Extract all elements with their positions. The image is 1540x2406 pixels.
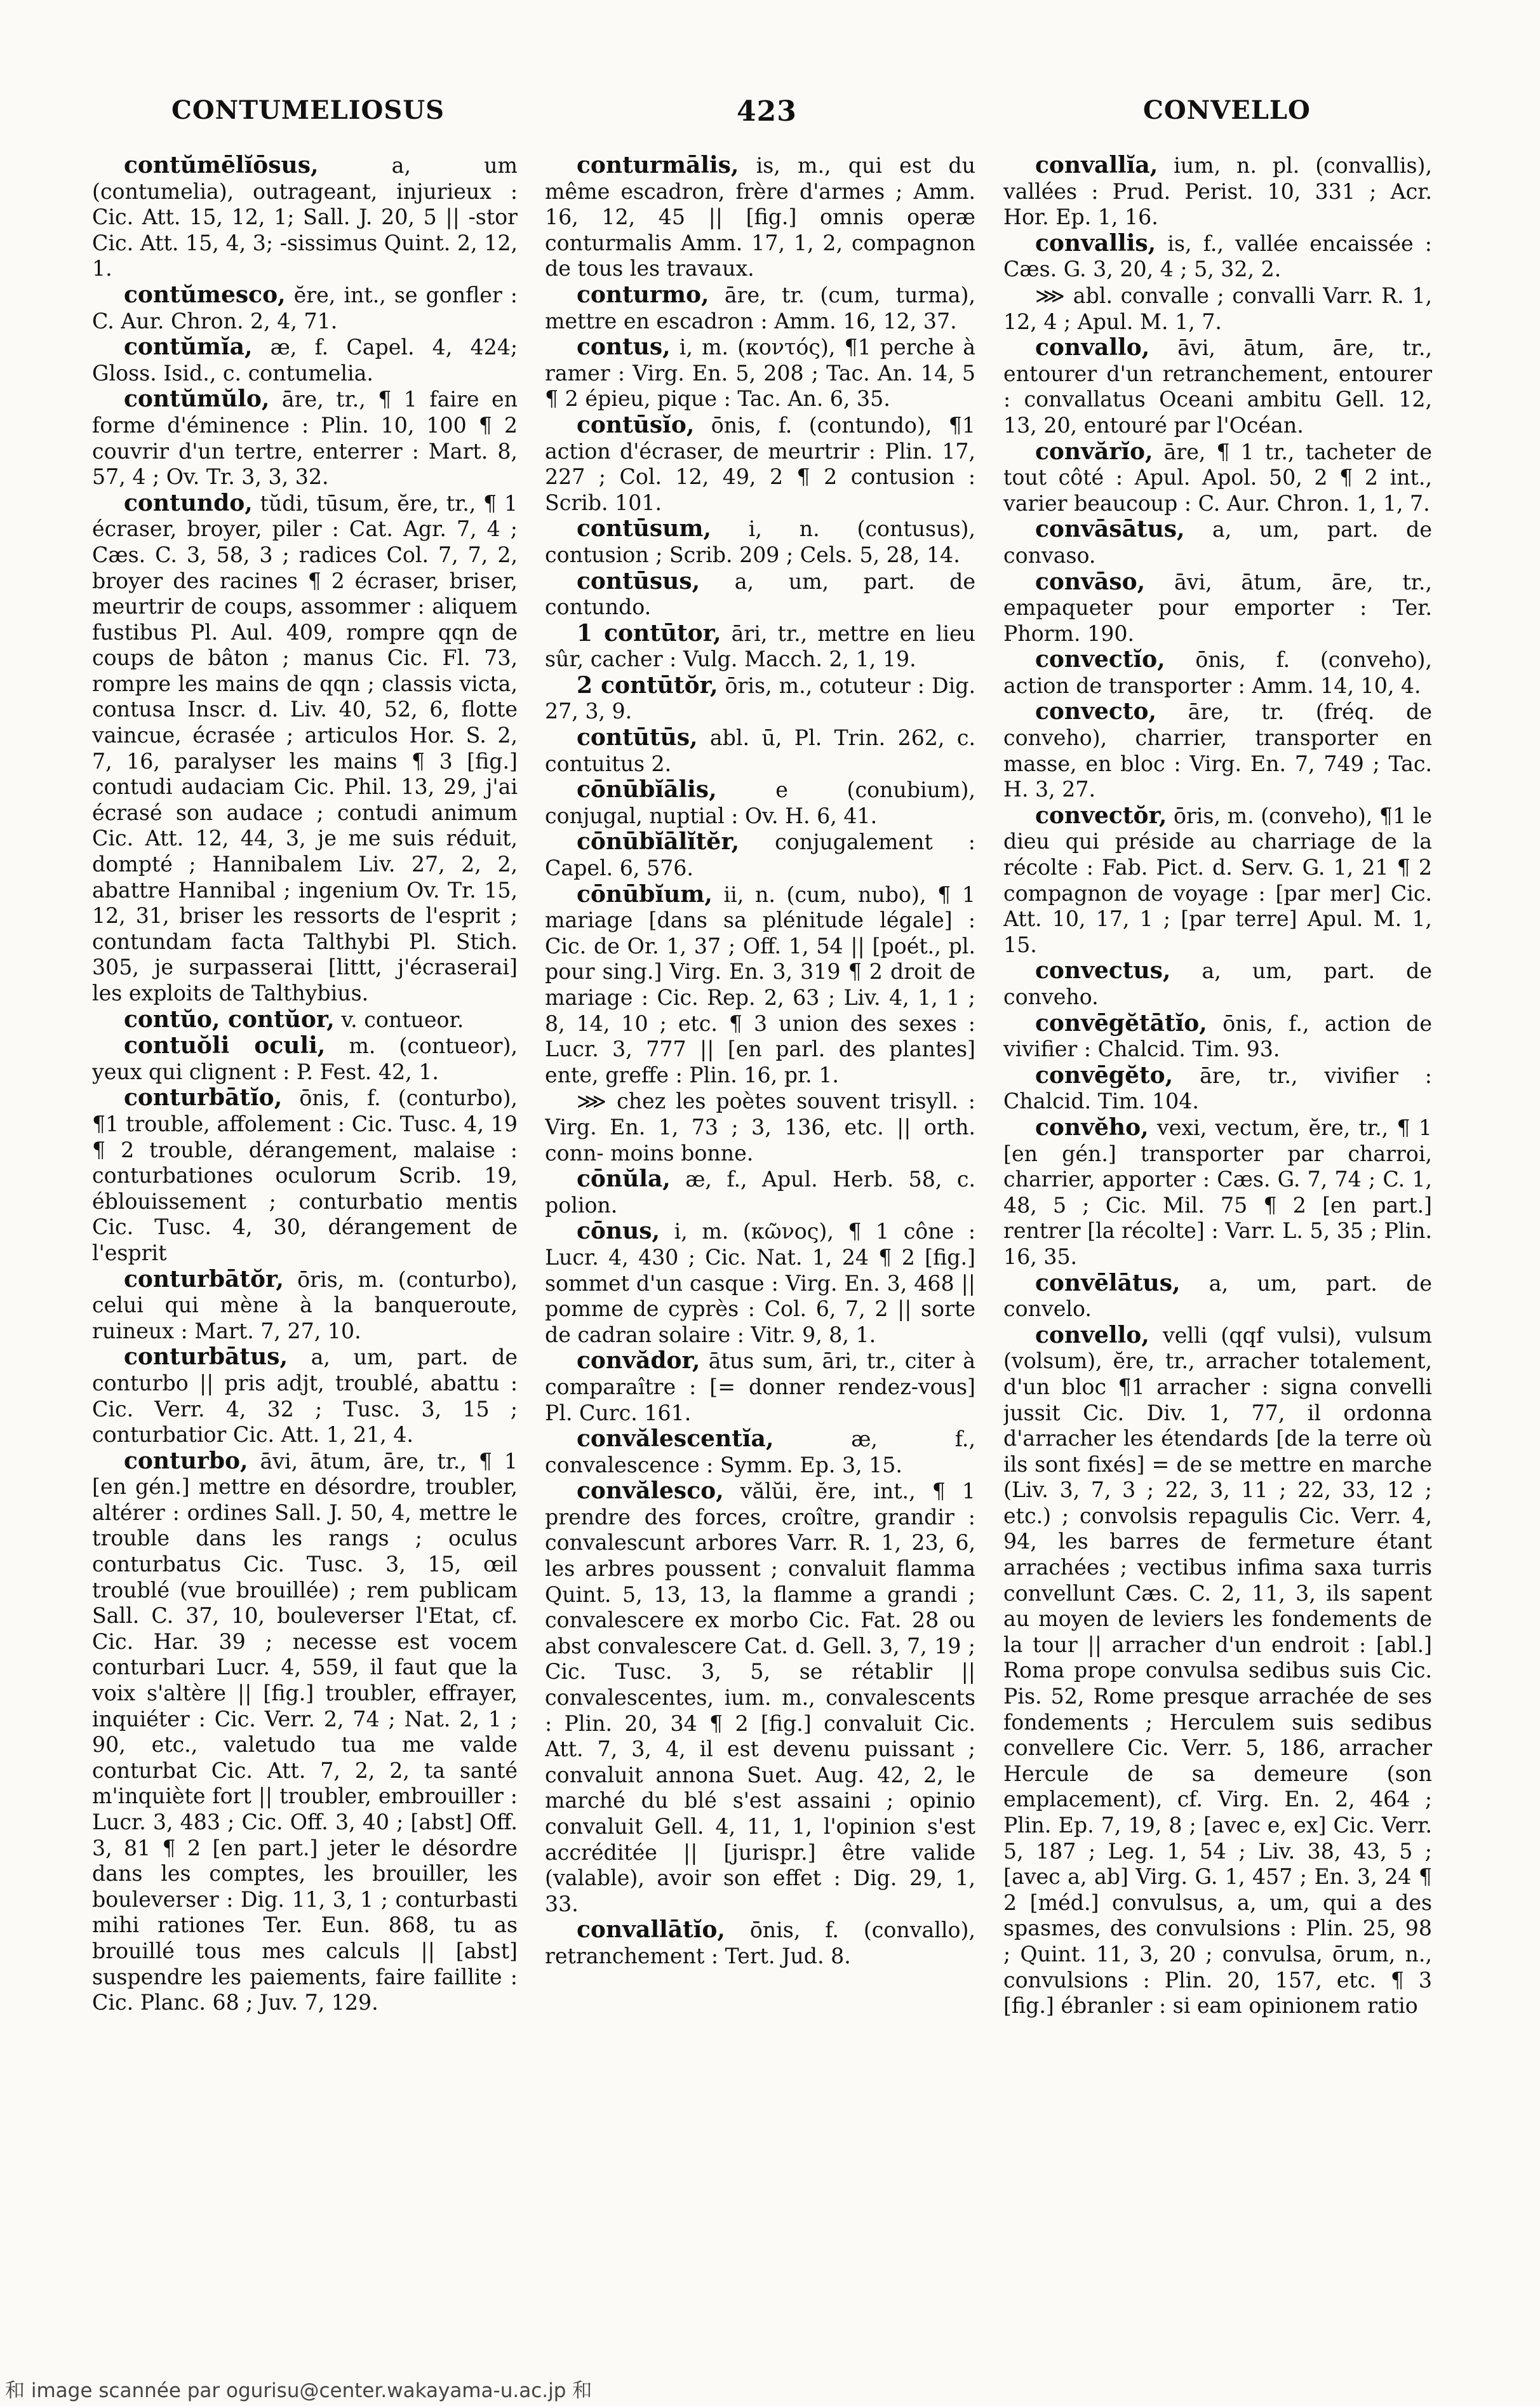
- entry-definition: ⋙ chez les poètes souvent trisyll. : Virg. En. 1, 73 ; 3, 136, etc. || orth. conn- moins bonne.: [545, 1089, 975, 1166]
- dictionary-entry: [545, 282, 975, 334]
- dictionary-entry: [1003, 569, 1432, 647]
- dictionary-entry: [545, 152, 975, 282]
- dictionary-entry: [92, 1007, 518, 1033]
- dictionary-entry: [92, 1085, 518, 1266]
- dictionary-entry: [1003, 1270, 1432, 1322]
- entry-headword: convectŏr,: [1035, 802, 1167, 829]
- dictionary-entry: [92, 1448, 518, 2016]
- entry-definition: conjugalement : Capel. 6, 576.: [545, 830, 975, 881]
- entry-headword: convărĭo,: [1035, 438, 1153, 465]
- dictionary-entry: [92, 1033, 518, 1085]
- entry-definition: v. contueor.: [334, 1007, 464, 1032]
- dictionary-entry: [1003, 152, 1432, 231]
- entry-definition: ōnis, f. (conturbo), ¶1 trouble, affolement : Cic. Tusc. 4, 19 ¶ 2 trouble, dérangement, malaise : conturbationes oculorum Scrib. 19, éblouissement ; conturbatio mentis Cic. Tusc. 4, 30, dérangement de l'esprit: [92, 1085, 518, 1265]
- entry-headword: contūsĭo,: [577, 411, 695, 438]
- entry-headword: contūsum,: [577, 515, 711, 542]
- entry-headword: conturbo,: [124, 1447, 248, 1474]
- dictionary-entry: [1003, 516, 1432, 568]
- dictionary-entry: [1003, 647, 1432, 699]
- dictionary-entry: [1003, 283, 1432, 335]
- dictionary-entry: [92, 490, 518, 1007]
- entry-definition: āvi, ātum, āre, tr., empaqueter pour emporter : Ter. Phorm. 190.: [1003, 569, 1432, 646]
- entry-headword: convallo,: [1035, 334, 1150, 361]
- entry-headword: cōnūbĭālĭtĕr,: [577, 828, 740, 856]
- entry-headword: convectus,: [1035, 957, 1171, 985]
- dictionary-entry: [92, 152, 518, 282]
- entry-definition: ium, n. pl. (convallis), vallées : Prud. Perist. 10, 331 ; Acr. Hor. Ep. 1, 16.: [1003, 153, 1432, 230]
- dictionary-entry: [92, 282, 518, 334]
- entry-definition: a, um (contumelia), outrageant, injurieux : Cic. Att. 15, 12, 1; Sall. J. 20, 5 || -stor Cic. Att. 15, 4, 3; -sissimus Quint. 2, 12, 1.: [92, 153, 518, 281]
- entry-headword: convēgĕto,: [1035, 1061, 1174, 1089]
- entry-definition: æ, f., Apul. Herb. 58, c. polion.: [545, 1167, 975, 1218]
- entry-definition: āre, ¶ 1 tr., tacheter de tout côté : Apul. Apol. 50, 2 ¶ 2 int., varier beaucoup : C. Aur. Chron. 1, 1, 7.: [1003, 439, 1432, 516]
- entry-definition: i, m. (κῶνος), ¶ 1 cône : Lucr. 4, 430 ; Cic. Nat. 1, 24 ¶ 2 [fig.] sommet d'un casque : Virg. En. 3, 468 || pomme de cyprès : Col. 6, 7, 2 || sorte de cadran solaire : Vitr. 9, 8, 1.: [545, 1219, 975, 1347]
- entry-definition: e (conubium), conjugal, nuptial : Ov. H. 6, 41.: [545, 777, 975, 828]
- entry-headword: convēlātus,: [1035, 1269, 1181, 1296]
- column-1: [92, 152, 518, 2325]
- dictionary-entry: [545, 334, 975, 412]
- running-head-left: CONTUMELIOSUS: [171, 95, 445, 125]
- entry-headword: contuŏli oculi,: [124, 1032, 326, 1059]
- entry-headword: cōnus,: [577, 1218, 660, 1245]
- dictionary-entry: [1003, 1011, 1432, 1063]
- dictionary-entry: [92, 386, 518, 490]
- running-head-right: CONVELLO: [1143, 95, 1311, 125]
- entry-definition: is, f., vallée encaissée : Cæs. G. 3, 20, 4 ; 5, 32, 2.: [1003, 231, 1432, 282]
- entry-definition: ōnis, f. (conveho), action de transporter : Amm. 14, 10, 4.: [1003, 647, 1432, 698]
- scan-credit: 和 image scannée par ogurisu@center.wakayama-u.ac.jp 和: [5, 2379, 593, 2402]
- entry-definition: āre, tr. (fréq. de conveho), charrier, transporter en masse, en bloc : Virg. En. 7, 749 ; Tac. H. 3, 27.: [1003, 699, 1432, 802]
- entry-headword: conturmo,: [577, 281, 709, 308]
- entry-headword: convēgĕtātĭo,: [1035, 1009, 1207, 1037]
- entry-definition: ĕre, int., se gonfler : C. Aur. Chron. 2, 4, 71.: [92, 282, 518, 333]
- dictionary-entry: [545, 412, 975, 516]
- entry-headword: convallātĭo,: [577, 1916, 725, 1944]
- entry-definition: abl. ū, Pl. Trin. 262, c. contuitus 2.: [545, 725, 975, 776]
- page-number: 423: [737, 95, 797, 128]
- entry-headword: conturbātŏr,: [124, 1265, 284, 1293]
- dictionary-entry: [92, 1267, 518, 1345]
- dictionary-entry: [92, 1344, 518, 1448]
- entry-definition: a, um, part. de convelo.: [1003, 1270, 1432, 1322]
- entry-headword: convecto,: [1035, 698, 1157, 725]
- entry-definition: ōnis, f., action de vivifier : Chalcid. Tim. 93.: [1003, 1011, 1432, 1062]
- entry-definition: a, um, part. de conveho.: [1003, 958, 1432, 1009]
- entry-definition: velli (qqf vulsi), vulsum (volsum), ĕre, tr., arracher totalement, d'un bloc ¶1 arracher : signa convelli jussit Cic. Div. 1, 77, il ordonna d'arracher les étendards [de la terre où ils sont fixés] = de se mettre en marche (Liv. 3, 7, 3 ; 22, 3, 11 ; 22, 33, 12 ; etc.) ; convolsis repagulis Cic. Verr. 4, 94, les barres de fermeture étant arrachées ; vectibus infima saxa turris convellunt Cæs. C. 2, 11, 3, ils sapent au moyen de leviers les fondements de la tour || arracher d'un endroit : [abl.] Roma prope convulsa sedibus suis Cic. Pis. 52, Rome presque arrachée de ses fondements ; Herculem suis sedibus convellere Cic. Verr. 5, 186, arracher Hercule de sa demeure (son emplacement), cf. Virg. En. 2, 464 ; Plin. Ep. 7, 19, 8 ; [avec e, ex] Cic. Verr. 5, 187 ; Leg. 1, 54 ; Liv. 38, 43, 5 ; [avec a, ab] Virg. G. 1, 457 ; En. 3, 24 ¶ 2 [méd.] convulsus, a, um, qui a des spasmes, des convulsions : Plin. 25, 98 ; Quint. 11, 3, 20 ; convulsa, ōrum, n., convulsions : Plin. 20, 157, etc. ¶ 3 [fig.] ébranler : si eam opinionem ratio: [1003, 1322, 1432, 2019]
- entry-definition: a, um, part. de conturbo || pris adjt, troublé, abattu : Cic. Verr. 4, 32 ; Tusc. 3, 15 ; conturbatior Cic. Att. 1, 21, 4.: [92, 1345, 518, 1448]
- entry-definition: ii, n. (cum, nubo), ¶ 1 mariage [dans sa plénitude légale] : Cic. de Or. 1, 37 ; Off. 1, 54 || [poét., pl. pour sing.] Virg. En. 3, 319 ¶ 2 droit de mariage : Cic. Rep. 2, 63 ; Liv. 4, 1, 1 ; 8, 14, 10 ; etc. ¶ 3 union des sexes : Lucr. 3, 777 || [en parl. des plantes] ente, greffe : Plin. 16, pr. 1.: [545, 882, 975, 1087]
- entry-headword: convălesco,: [577, 1477, 724, 1505]
- dictionary-entry: [545, 516, 975, 568]
- dictionary-entry: [545, 568, 975, 621]
- dictionary-entry: [1003, 439, 1432, 517]
- entry-headword: convello,: [1035, 1321, 1149, 1348]
- dictionary-entry: [545, 777, 975, 829]
- entry-definition: a, um, part. de convaso.: [1003, 517, 1432, 568]
- entry-definition: ātus sum, āri, tr., citer à comparaître : [= donner rendez-vous] Pl. Curc. 161.: [545, 1348, 975, 1425]
- entry-definition: ōnis, f. (contundo), ¶1 action d'écraser, de meurtrir : Plin. 17, 227 ; Col. 12, 49, 2 ¶ 2 contusion : Scrib. 101.: [545, 412, 975, 515]
- entry-headword: contus,: [577, 333, 671, 361]
- entry-definition: āre, tr., vivifier : Chalcid. Tim. 104.: [1003, 1063, 1432, 1114]
- entry-headword: 1 contūtor,: [577, 619, 721, 647]
- entry-headword: contūsus,: [577, 567, 700, 595]
- entry-definition: is, m., qui est du même escadron, frère d'armes ; Amm. 16, 12, 45 || [fig.] omnis operæ conturmalis Amm. 17, 1, 2, compagnon de tous les travaux.: [545, 153, 975, 281]
- entry-headword: contŭmĭa,: [124, 333, 253, 361]
- entry-definition: āvi, ātum, āre, tr., entourer d'un retranchement, entourer : convallatus Oceani ambitu Gell. 12, 13, 20, entouré par l'Océan.: [1003, 335, 1432, 438]
- dictionary-entry: [92, 334, 518, 386]
- entry-headword: convāsātus,: [1035, 516, 1185, 543]
- entry-headword: contŭmēlĭōsus,: [124, 152, 319, 178]
- dictionary-entry: [1003, 1115, 1432, 1270]
- dictionary-entry: [545, 1478, 975, 1917]
- entry-headword: contŭmŭlo,: [124, 386, 270, 413]
- entry-headword: convĕho,: [1035, 1113, 1149, 1141]
- entry-definition: āre, tr. (cum, turma), mettre en escadron : Amm. 16, 12, 37.: [545, 282, 975, 333]
- entry-definition: ōris, m., cotuteur : Dig. 27, 3, 9.: [545, 673, 975, 724]
- column-2: [545, 152, 975, 2325]
- entry-headword: contūtūs,: [577, 724, 698, 751]
- entry-headword: contundo,: [124, 489, 253, 516]
- entry-definition: ōris, m. (conturbo), celui qui mène à la banqueroute, ruineux : Mart. 7, 27, 10.: [92, 1267, 518, 1343]
- dictionary-entry: [1003, 803, 1432, 958]
- dictionary-entry: [1003, 958, 1432, 1010]
- dictionary-entry: [545, 673, 975, 725]
- dictionary-entry: [1003, 1063, 1432, 1115]
- entry-definition: i, m. (κοντός), ¶1 perche à ramer : Virg. En. 5, 208 ; Tac. An. 14, 5 ¶ 2 épieu, pique : Tac. An. 6, 35.: [545, 335, 975, 412]
- entry-definition: ōnis, f. (convallo), retranchement : Tert. Jud. 8.: [545, 1918, 975, 1968]
- dictionary-entry: [545, 829, 975, 881]
- dictionary-entry: [1003, 335, 1432, 438]
- entry-definition: āvi, ātum, āre, tr., ¶ 1 [en gén.] mettre en désordre, troubler, altérer : ordines Sall. J. 50, 4, mettre le trouble dans les rangs ; oculus conturbatus Cic. Tusc. 3, 15, œil troublé (vue brouillée) ; rem publicam Sall. C. 37, 10, bouleverser l'Etat, cf. Cic. Har. 39 ; necesse est vocem conturbari Lucr. 4, 559, il faut que la voix s'altère || [fig.] troubler, effrayer, inquiéter : Cic. Verr. 2, 74 ; Nat. 2, 1 ; 90, etc., valetudo tua me valde conturbat Cic. Att. 7, 2, 2, ta santé m'inquiète fort || troubler, embrouiller : Lucr. 3, 483 ; Cic. Off. 3, 40 ; [abst] Off. 3, 81 ¶ 2 [en part.] jeter le désordre dans les comptes, les brouiller, les bouleverser : Dig. 11, 3, 1 ; conturbasti mihi rationes Ter. Eun. 868, tu as brouillé tous mes calculs || [abst] suspendre les paiements, faire faillite : Cic. Planc. 68 ; Juv. 7, 129.: [92, 1448, 518, 2015]
- entry-definition: ōris, m. (conveho), ¶1 le dieu qui préside au charriage de la récolte : Fab. Pict. d. Serv. G. 1, 21 ¶ 2 compagnon de voyage : [par mer] Cic. Att. 10, 17, 1 ; [par terre] Apul. M. 1, 15.: [1003, 803, 1432, 957]
- dictionary-entry: [545, 882, 975, 1089]
- dictionary-entry: [1003, 231, 1432, 283]
- entry-headword: cōnŭla,: [577, 1166, 671, 1193]
- entry-headword: conturbātus,: [124, 1343, 288, 1371]
- entry-headword: contŭo, contŭor,: [124, 1005, 335, 1033]
- entry-headword: convallĭa,: [1035, 152, 1158, 178]
- dictionary-entry: [545, 1218, 975, 1348]
- entry-definition: i, n. (contusus), contusion ; Scrib. 209 ; Cels. 5, 28, 14.: [545, 516, 975, 567]
- entry-headword: convectĭo,: [1035, 646, 1165, 673]
- dictionary-entry: [545, 1917, 975, 1969]
- entry-definition: m. (contueor), yeux qui clignent : P. Fest. 42, 1.: [92, 1033, 518, 1084]
- dictionary-entry: [545, 1088, 975, 1166]
- entry-headword: convāso,: [1035, 568, 1146, 595]
- column-3: [1003, 152, 1432, 2325]
- entry-headword: 2 contūtŏr,: [577, 671, 718, 699]
- entry-definition: āri, tr., mettre en lieu sûr, cacher : Vulg. Macch. 2, 1, 19.: [545, 621, 975, 672]
- entry-definition: vălŭi, ĕre, int., ¶ 1 prendre des forces, croître, grandir : convalescunt arbores Varr. R. 1, 23, 6, les arbres poussent ; convaluit flamma Quint. 5, 13, 13, la flamme a grandi ; convalescere ex morbo Cic. Fat. 28 ou abst convalescere Cat. d. Gell. 3, 7, 19 ; Cic. Tusc. 3, 5, se rétablir || convalescentes, ium. m., convalescents : Plin. 20, 34 ¶ 2 [fig.] convaluit Cic. Att. 7, 3, 4, il est devenu puissant ; convaluit annona Suet. Aug. 42, 2, le marché du blé s'est assaini ; opinio convaluit Gell. 4, 11, 1, l'opinion s'est accréditée || [jurispr.] être valide (valable), avoir son effet : Dig. 29, 1, 33.: [545, 1479, 975, 1916]
- entry-headword: contŭmesco,: [124, 281, 286, 308]
- dictionary-entry: [545, 725, 975, 777]
- entry-definition: a, um, part. de contundo.: [545, 568, 975, 620]
- dictionary-entry: [1003, 699, 1432, 802]
- dictionary-entry: [1003, 1322, 1432, 2019]
- entry-definition: æ, f. Capel. 4, 424; Gloss. Isid., c. contumelia.: [92, 335, 518, 386]
- entry-definition: ⋙ abl. convalle ; convalli Varr. R. 1, 12, 4 ; Apul. M. 1, 7.: [1003, 283, 1432, 334]
- entry-headword: conturbātĭo,: [124, 1084, 283, 1112]
- entry-definition: vexi, vectum, ĕre, tr., ¶ 1 [en gén.] transporter par charroi, charrier, apporter : Cæs. G. 7, 74 ; C. 1, 48, 5 ; Cic. Mil. 75 ¶ 2 [en part.] rentrer [la récolte] : Varr. L. 5, 35 ; Plin. 16, 35.: [1003, 1115, 1432, 1269]
- entry-headword: convălescentĭa,: [577, 1425, 774, 1453]
- dictionary-entry: [545, 1166, 975, 1218]
- entry-definition: āre, tr., ¶ 1 faire en forme d'éminence : Plin. 10, 100 ¶ 2 couvrir d'un tertre, enterrer : Mart. 8, 57, 4 ; Ov. Tr. 3, 3, 32.: [92, 387, 518, 490]
- entry-definition: tŭdi, tūsum, ĕre, tr., ¶ 1 écraser, broyer, piler : Cat. Agr. 7, 4 ; Cæs. C. 3, 58, 3 ; radices Col. 7, 7, 2, broyer des racines ¶ 2 écraser, briser, meurtrir de coups, assommer : aliquem fustibus Pl. Aul. 409, rompre qqn de coups de bâton ; manus Cic. Fl. 73, rompre les mains de qqn ; classis victa, contusa Inscr. d. Liv. 40, 52, 6, flotte vaincue, écrasée ; articulos Hor. S. 2, 7, 16, paralyser les mains ¶ 3 [fig.] contudi audaciam Cic. Phil. 13, 29, j'ai écrasé son audace ; contudi animum Cic. Att. 12, 44, 3, je me suis réduit, dompté ; Hannibalem Liv. 27, 2, 2, abattre Hannibal ; ingenium Ov. Tr. 15, 12, 31, briser les ressorts de l'esprit ; contundam facta Talthybi Pl. Stich. 305, je surpasserai [littt, j'écraserai] les exploits de Talthybius.: [92, 490, 518, 1005]
- entry-definition: æ, f., convalescence : Symm. Ep. 3, 15.: [545, 1427, 975, 1477]
- entry-headword: convallis,: [1035, 229, 1156, 257]
- entry-headword: conturmālis,: [577, 152, 739, 178]
- dictionary-entry: [545, 1426, 975, 1478]
- dictionary-entry: [545, 1348, 975, 1426]
- entry-headword: convădor,: [577, 1347, 700, 1374]
- dictionary-entry: [545, 621, 975, 673]
- entry-headword: cōnūbĭālis,: [577, 776, 717, 803]
- entry-headword: cōnūbĭum,: [577, 880, 713, 908]
